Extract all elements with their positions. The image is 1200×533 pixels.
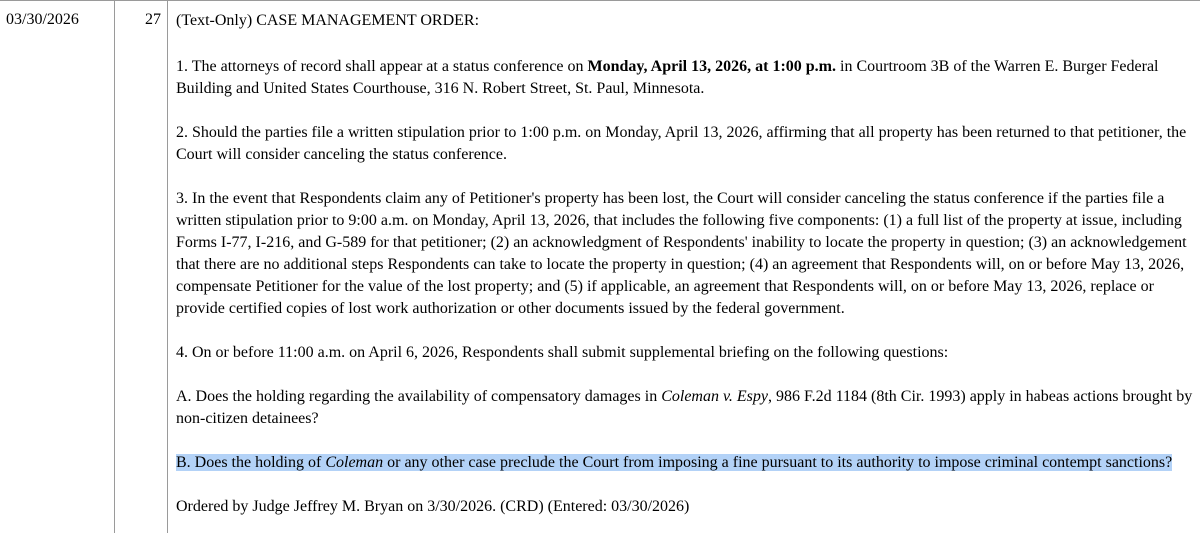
docket-text-cell <box>168 1 1200 533</box>
paragraph-3: 3. In the event that Respondents claim any of Petitioner's property has been lost, the Court will consider canceling the status conference if the parties file a written stipulation prior to 9:00 a.m. on Monday, April 13, 2026, that includes the following five components: (1) a full list of the property at issue, including Forms I-77, I-216, and G-589 for that petitioner; (2) an acknowledgment of Respondents' inability to locate the property in question; (3) an acknowledgement that there are no additional steps Respondents can take to locate the property in question; (4) an agreement that Respondents will, on or before May 13, 2026, compensate Petitioner for the value of the lost property; and (5) if applicable, an agreement that Respondents will, on or before May 13, 2026, replace or provide certified copies of lost work authorization or other documents issued by the federal government. <box>176 190 1187 317</box>
paragraph-4: 4. On or before 11:00 a.m. on April 6, 2026, Respondents shall submit supplemental briefing on the following questions: <box>176 344 949 361</box>
paragraph-1-lead: 1. The attorneys of record shall appear at a status conference on <box>176 58 588 75</box>
selected-text[interactable] <box>176 454 1172 471</box>
question-b-rest: or any other case preclude the Court from imposing a fine pursuant to its authority to impose criminal contempt sanctions? <box>383 454 1173 471</box>
docket-date-cell <box>0 1 115 533</box>
order-footer: Ordered by Judge Jeffrey M. Bryan on 3/30/2026. (CRD) (Entered: 03/30/2026) <box>176 498 690 515</box>
entry-number: 27 <box>145 11 161 28</box>
question-b-lead: B. Does the holding of <box>176 454 326 471</box>
question-a-rest: , 986 F.2d 1184 (8th Cir. 1993) apply in habeas actions brought by non-citizen detainees? <box>176 388 1193 427</box>
paragraph-1-rest: in Courtroom 3B of the Warren E. Burger Federal Building and United States Courthouse, 316 N. Robert Street, St. Paul, Minnesota. <box>176 58 1159 97</box>
case-citation-coleman: Coleman <box>325 454 384 471</box>
docket-number-cell <box>115 1 168 533</box>
question-a <box>176 386 1194 430</box>
paragraph-2: 2. Should the parties file a written stipulation prior to 1:00 p.m. on Monday, April 13, 2026, affirming that all property has been returned to that petitioner, the Court will consider canceling the status conference. <box>176 124 1187 163</box>
status-conference-datetime: Monday, April 13, 2026, at 1:00 p.m. <box>587 58 836 75</box>
paragraph-1 <box>176 56 1194 100</box>
entry-date: 03/30/2026 <box>6 11 79 28</box>
question-a-lead: A. Does the holding regarding the availability of compensatory damages in <box>176 388 662 405</box>
case-citation-coleman-v-espy: Coleman v. Espy <box>661 388 768 405</box>
question-b[interactable] <box>176 452 1194 474</box>
order-title: (Text-Only) CASE MANAGEMENT ORDER: <box>176 12 480 29</box>
